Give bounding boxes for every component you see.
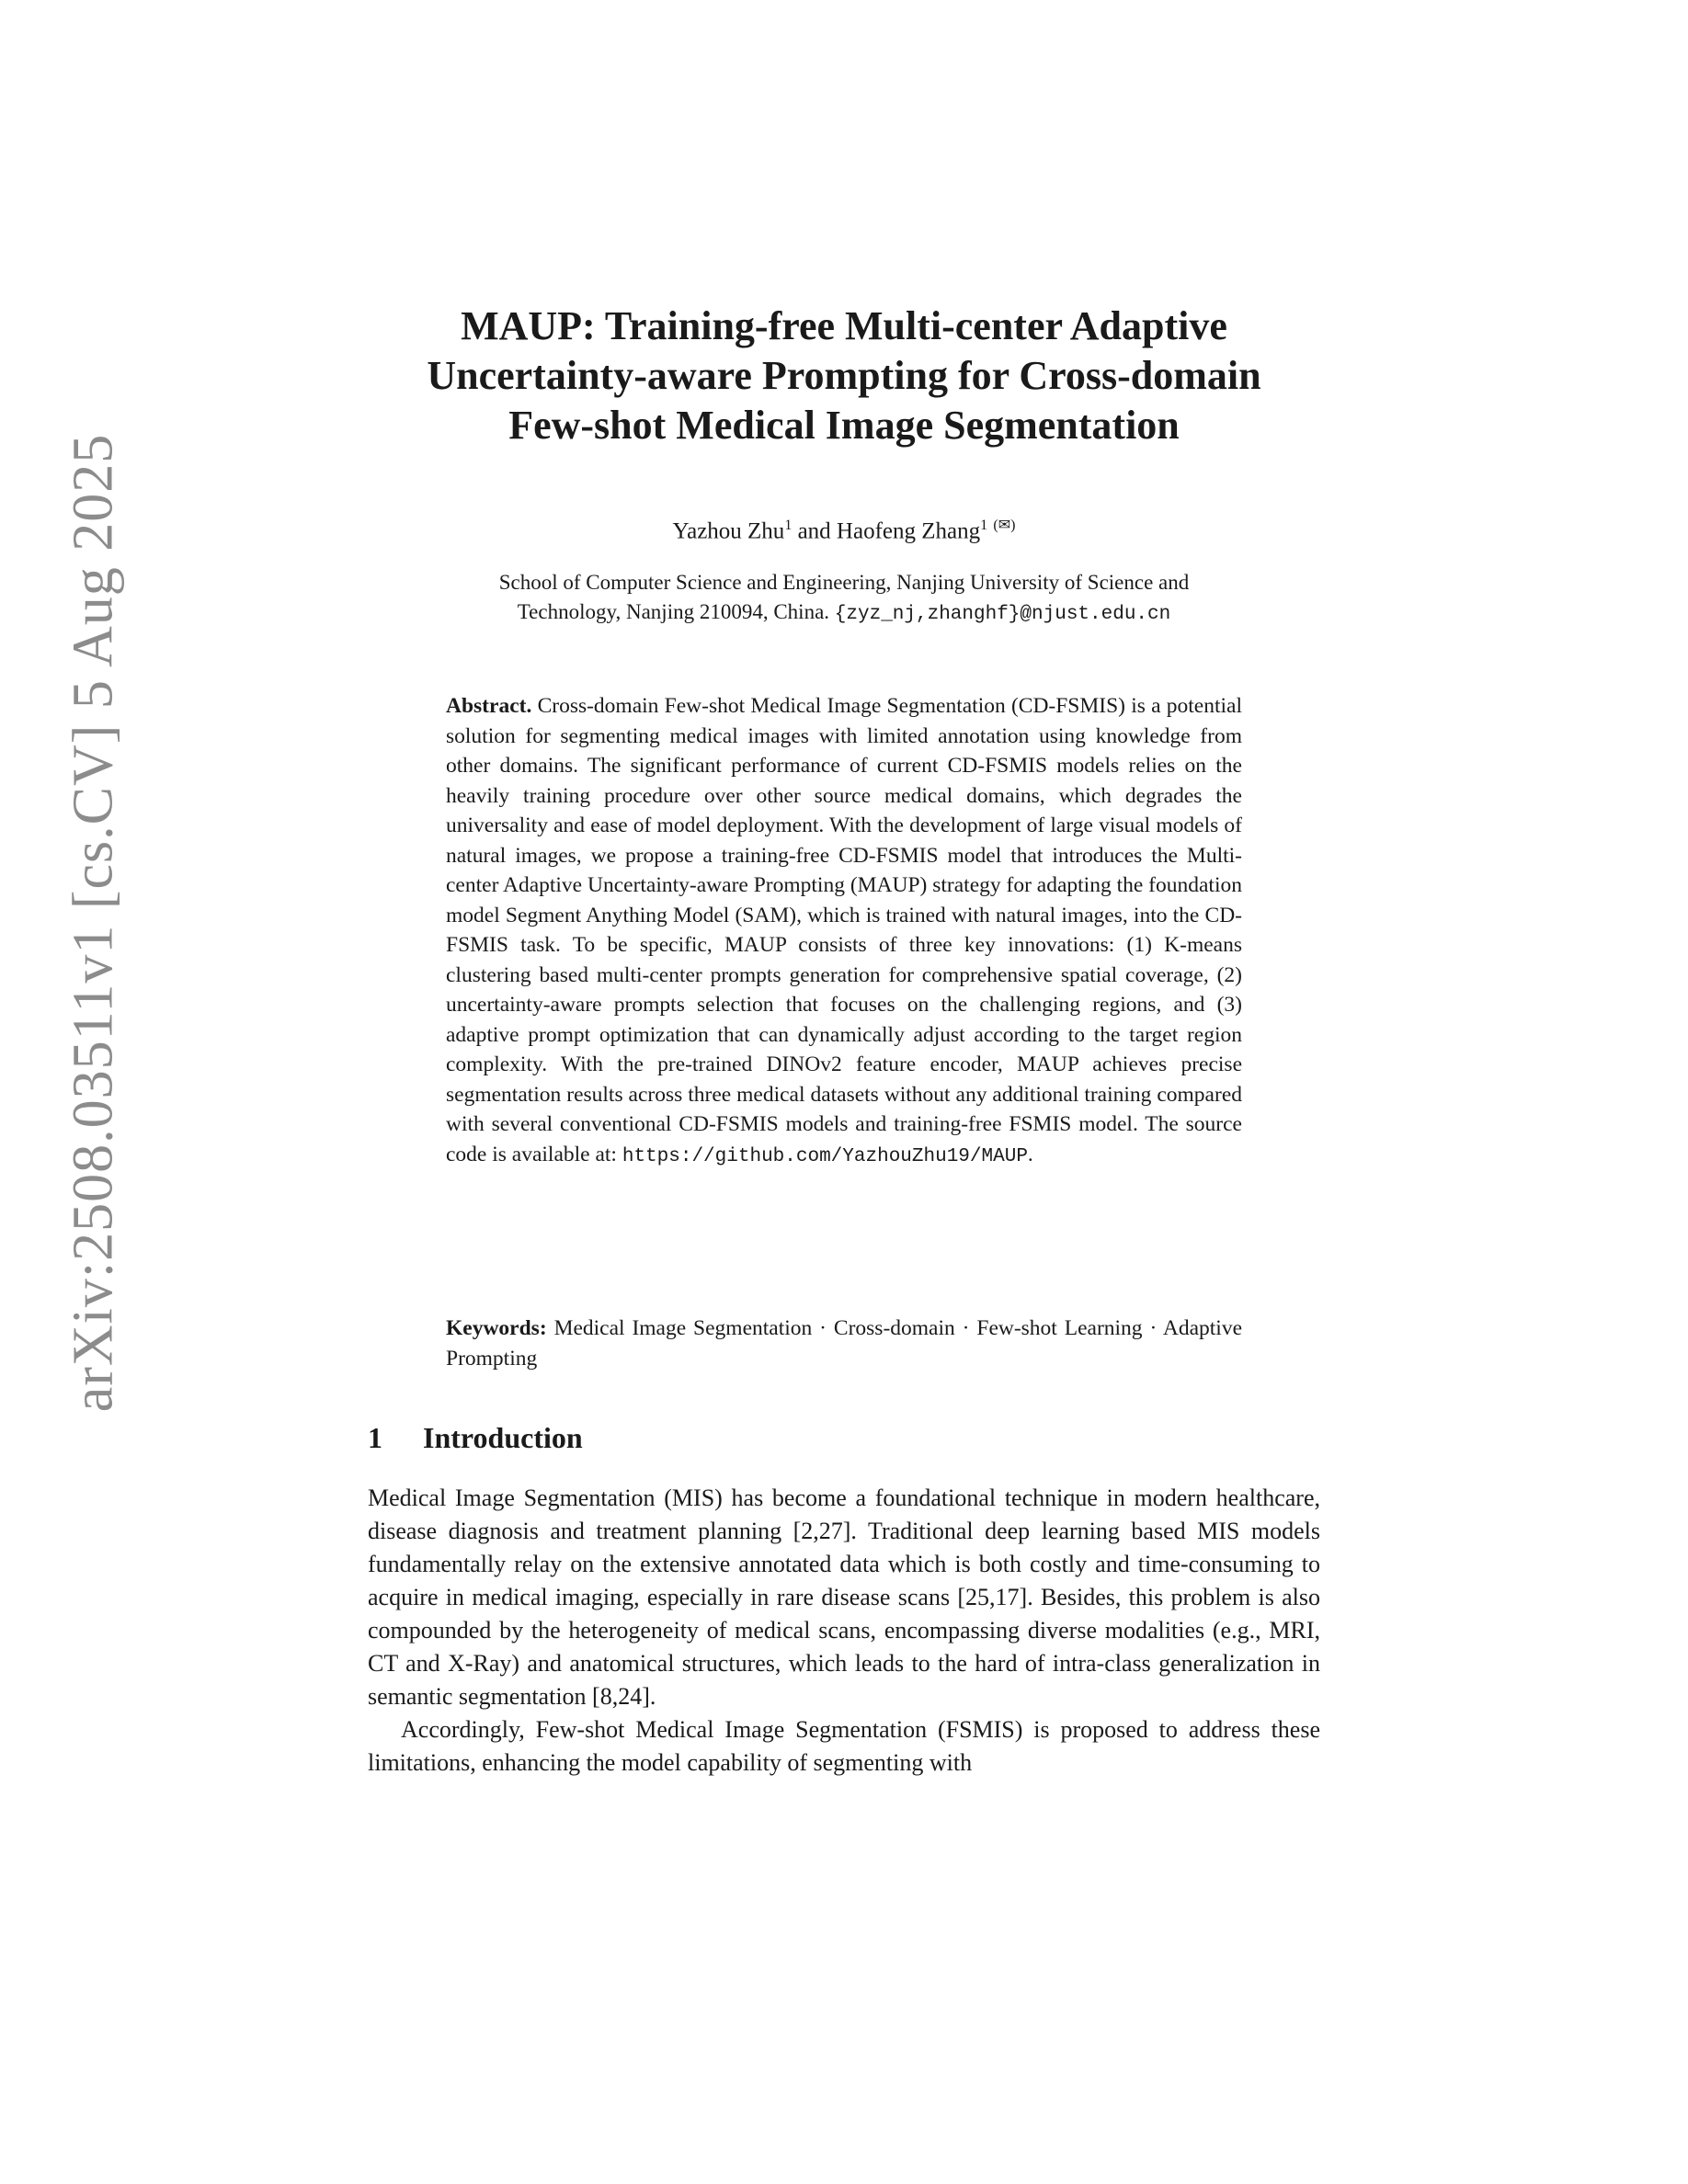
title-line-1: MAUP: Training-free Multi-center Adaptive — [461, 303, 1227, 348]
paragraph: Medical Image Segmentation (MIS) has become a foundational technique in modern healthcare, disease diagnosis and treatment planning [2,27]. Traditional deep learning based MIS models fundamentally relay on the extensive annotated data which is both costly and time-consuming to acquire in medical imaging, especially in rare disease scans [25,17]. Besides, this problem is also compounded by the heterogeneity of medical scans, encompassing diverse modalities (e.g., MRI, CT and X-Ray) and anatomical structures, which leads to the hard of intra-class generalization in semantic segmentation [8,24]. — [368, 1484, 1320, 1710]
affiliation-mark: 1 — [784, 518, 793, 533]
abstract-label: Abstract. — [446, 694, 532, 718]
section-heading — [368, 1421, 583, 1455]
affiliation-line-1: School of Computer Science and Engineering, Nanjing University of Science and — [498, 571, 1190, 594]
affiliation-mark: 1 — [980, 518, 988, 533]
affiliation — [368, 568, 1320, 630]
section-title: Introduction — [423, 1421, 583, 1454]
keywords-label: Keywords: — [446, 1316, 547, 1340]
affiliation-address: Technology, Nanjing 210094, China. — [517, 600, 835, 623]
author-list — [368, 511, 1320, 546]
affiliation-line-2 — [368, 597, 1320, 630]
author-conjunction: and — [792, 518, 837, 544]
section-number: 1 — [368, 1421, 382, 1454]
author-email: {zyz_nj,zhanghf}@njust.edu.cn — [834, 604, 1171, 625]
paper-title — [368, 301, 1320, 450]
abstract — [446, 691, 1242, 1172]
abstract-end: . — [1027, 1142, 1033, 1166]
abstract-text: Cross-domain Few-shot Medical Image Segmentation (CD-FSMIS) is a potential solution for segmenting medical images with limited annotation using knowledge from other domains. The significant performance of current CD-FSMIS models relies on the heavily training procedure over other source medical domains, which degrades the universality and ease of model deployment. With the development of large visual models of natural images, we propose a training-free CD-FSMIS model that introduces the Multi-center Adaptive Uncertainty-aware Prompting (MAUP) strategy for adapting the foundation model Segment Anything Model (SAM), which is trained with natural images, into the CD-FSMIS task. To be specific, MAUP consists of three key innovations: (1) K-means clustering based multi-center prompts generation for comprehensive spatial coverage, (2) uncertainty-aware prompts selection that focuses on the challenging regions, and (3) adaptive prompt optimization that can dynamically adjust according to the target region complexity. With the pre-trained DINOv2 feature encoder, MAUP achieves precise segmentation results across three medical datasets without any additional training compared with several conventional CD-FSMIS models and training-free FSMIS model. The source code is available at: — [446, 694, 1243, 1166]
keywords — [446, 1314, 1242, 1373]
author-name: Haofeng Zhang — [836, 518, 981, 544]
author-name: Yazhou Zhu — [672, 518, 785, 544]
code-url-link[interactable]: https://github.com/YazhouZhu19/MAUP — [622, 1145, 1028, 1167]
title-line-2: Uncertainty-aware Prompting for Cross-domain — [427, 353, 1261, 398]
arxiv-identifier-stamp: arXiv:2508.03511v1 [cs.CV] 5 Aug 2025 — [62, 433, 125, 1413]
paragraph: Accordingly, Few-shot Medical Image Segmentation (FSMIS) is proposed to address these limitations, enhancing the model capability of segmenting with — [368, 1716, 1320, 1776]
keywords-text: Medical Image Segmentation · Cross-domain · Few-shot Learning · Adaptive Prompting — [446, 1316, 1243, 1371]
envelope-icon: (✉) — [993, 518, 1016, 533]
title-line-3: Few-shot Medical Image Segmentation — [508, 403, 1180, 448]
introduction-body — [368, 1482, 1320, 1780]
